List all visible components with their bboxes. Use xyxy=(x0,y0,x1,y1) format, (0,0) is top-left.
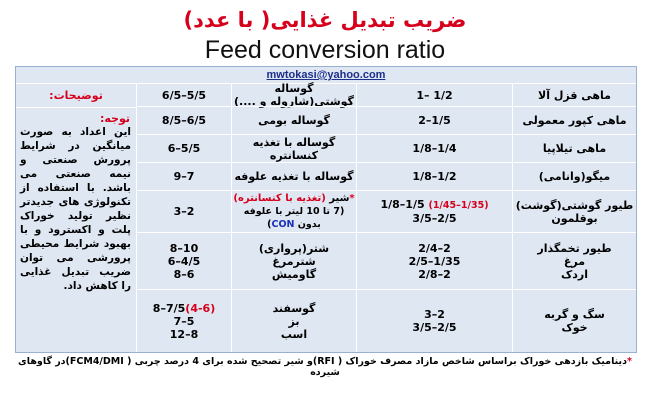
animal-line: گوسفند xyxy=(272,301,316,315)
ratio-cell: 7–9 xyxy=(136,162,231,190)
feed-sub: (7 تا 10 لیتر با علوفه بدون xyxy=(243,206,345,230)
animal-line: سگ و گربه xyxy=(544,308,605,321)
notes-label: توجه: xyxy=(99,112,130,125)
animal-line: خوک xyxy=(561,321,588,334)
ratio-cell: 1/2 –1 xyxy=(356,83,512,106)
footnote xyxy=(10,356,640,378)
notes-header: توضیحات: xyxy=(16,84,136,108)
ratio-value: 2/5–3/5 xyxy=(412,212,457,225)
animal-cell: ماهی کپور معمولی xyxy=(512,106,636,134)
animal-line: گاومیش xyxy=(271,267,317,281)
table-body xyxy=(16,83,636,352)
page-title-persian: ضریب تبدیل غذایی( با عدد) xyxy=(183,8,467,32)
animal-line: طیور تخمگذار xyxy=(537,241,612,255)
feed-note: (تغذیه با کنسانتره) xyxy=(233,193,326,204)
animal-cell: گوساله بومی xyxy=(231,106,356,134)
ratio-note: (1/35–1/45) xyxy=(428,200,489,211)
page-title-english: Feed conversion ratio xyxy=(204,36,446,64)
ratio-cell: 5/5–6/5 xyxy=(136,83,231,106)
animal-line: شترمرغ xyxy=(272,254,316,268)
animal-cell: گوساله گوشتی(شاروله و ....) xyxy=(231,83,356,106)
animal-cell xyxy=(512,289,636,352)
star-marker: * xyxy=(349,193,355,204)
animal-cell xyxy=(231,190,356,232)
ratio-cell: 5/5–6 xyxy=(136,134,231,162)
animal-line: بز xyxy=(288,314,300,328)
ratio-value: 1/5–1/8 xyxy=(380,198,425,211)
ratio-cell xyxy=(356,232,512,289)
ratio-value: 2–3 xyxy=(424,308,445,321)
ratio-cell: 1/2–1/8 xyxy=(356,162,512,190)
feed-sub-abbr: CON xyxy=(271,219,295,230)
ratio-value: 2–2/4 xyxy=(418,241,451,255)
ratio-value: 8–12 xyxy=(169,327,199,341)
ratio-value: 10–8 xyxy=(169,241,199,255)
ratio-note: (4-6) xyxy=(185,301,216,315)
animal-line: شتر(پرواری) xyxy=(258,241,330,255)
ratio-cell xyxy=(136,232,231,289)
ratio-value: 5–7 xyxy=(173,314,195,328)
ratio-value: 6–8 xyxy=(173,267,195,281)
animal-line: اسب xyxy=(280,327,308,341)
animal-cell: گوساله با تغذیه علوفه xyxy=(231,162,356,190)
ratio-cell: 1/5–2 xyxy=(356,106,512,134)
animal-cell: میگو(وانامی) xyxy=(512,162,636,190)
notes-column xyxy=(16,83,136,352)
contact-email[interactable]: mwtokasi@yahoo.com xyxy=(266,69,386,81)
ratio-value: 2/5–3/5 xyxy=(412,321,457,334)
animal-line: مرغ xyxy=(563,254,586,268)
animal-line: بوقلمون xyxy=(551,211,598,225)
ratio-cell: 2–3 xyxy=(136,190,231,232)
ratio-cell: 1/4–1/8 xyxy=(356,134,512,162)
animal-cell xyxy=(231,232,356,289)
star-marker: * xyxy=(626,356,632,367)
ratio-cell xyxy=(356,190,512,232)
animal-cell: ماهی قزل آلا xyxy=(512,83,636,106)
ratio-cell: 6/5–8/5 xyxy=(136,106,231,134)
feed-conversion-table xyxy=(15,66,637,353)
ratio-value: 7/5–8 xyxy=(152,301,186,315)
animal-cell: ماهی تیلاپیا xyxy=(512,134,636,162)
animal-cell: گوساله با تغذیه کنسانتره xyxy=(231,134,356,162)
animal-cell xyxy=(231,289,356,352)
ratio-cell xyxy=(136,289,231,352)
feed-sub-end: ) xyxy=(267,219,272,230)
ratio-value: 1/35–2/5 xyxy=(408,254,461,268)
ratio-value: 4/5–6 xyxy=(167,254,201,268)
footnote-text: دینامیک بازدهی خوراک براساس شاخص مازاد مصرف خوراک ( RFI)و شیر تصحیح شده برای 4 درصد چربی ( FCM4/DMI)در گاوهای شیرده xyxy=(18,356,627,378)
ratio-cell xyxy=(356,289,512,352)
animal-line: طیور گوشتی(گوشت) xyxy=(515,198,634,212)
ratio-value: 2–2/8 xyxy=(418,267,451,281)
animal-line: اردک xyxy=(561,267,589,281)
feed-label: شیر xyxy=(329,193,350,204)
notes-text: این اعداد به صورت میانگین در شرایط پرورش صنعتی و نیمه صنعتی می باشد. با استفاده از تکنولوژی های جدیدتر نظیر تولید خوراک پلت و اکسترود و با بهبود شرایط محیطی پرورشی می توان ضریب تبدیل غذایی را کاهش داد. xyxy=(20,126,131,292)
animal-cell xyxy=(512,190,636,232)
animal-cell xyxy=(512,232,636,289)
